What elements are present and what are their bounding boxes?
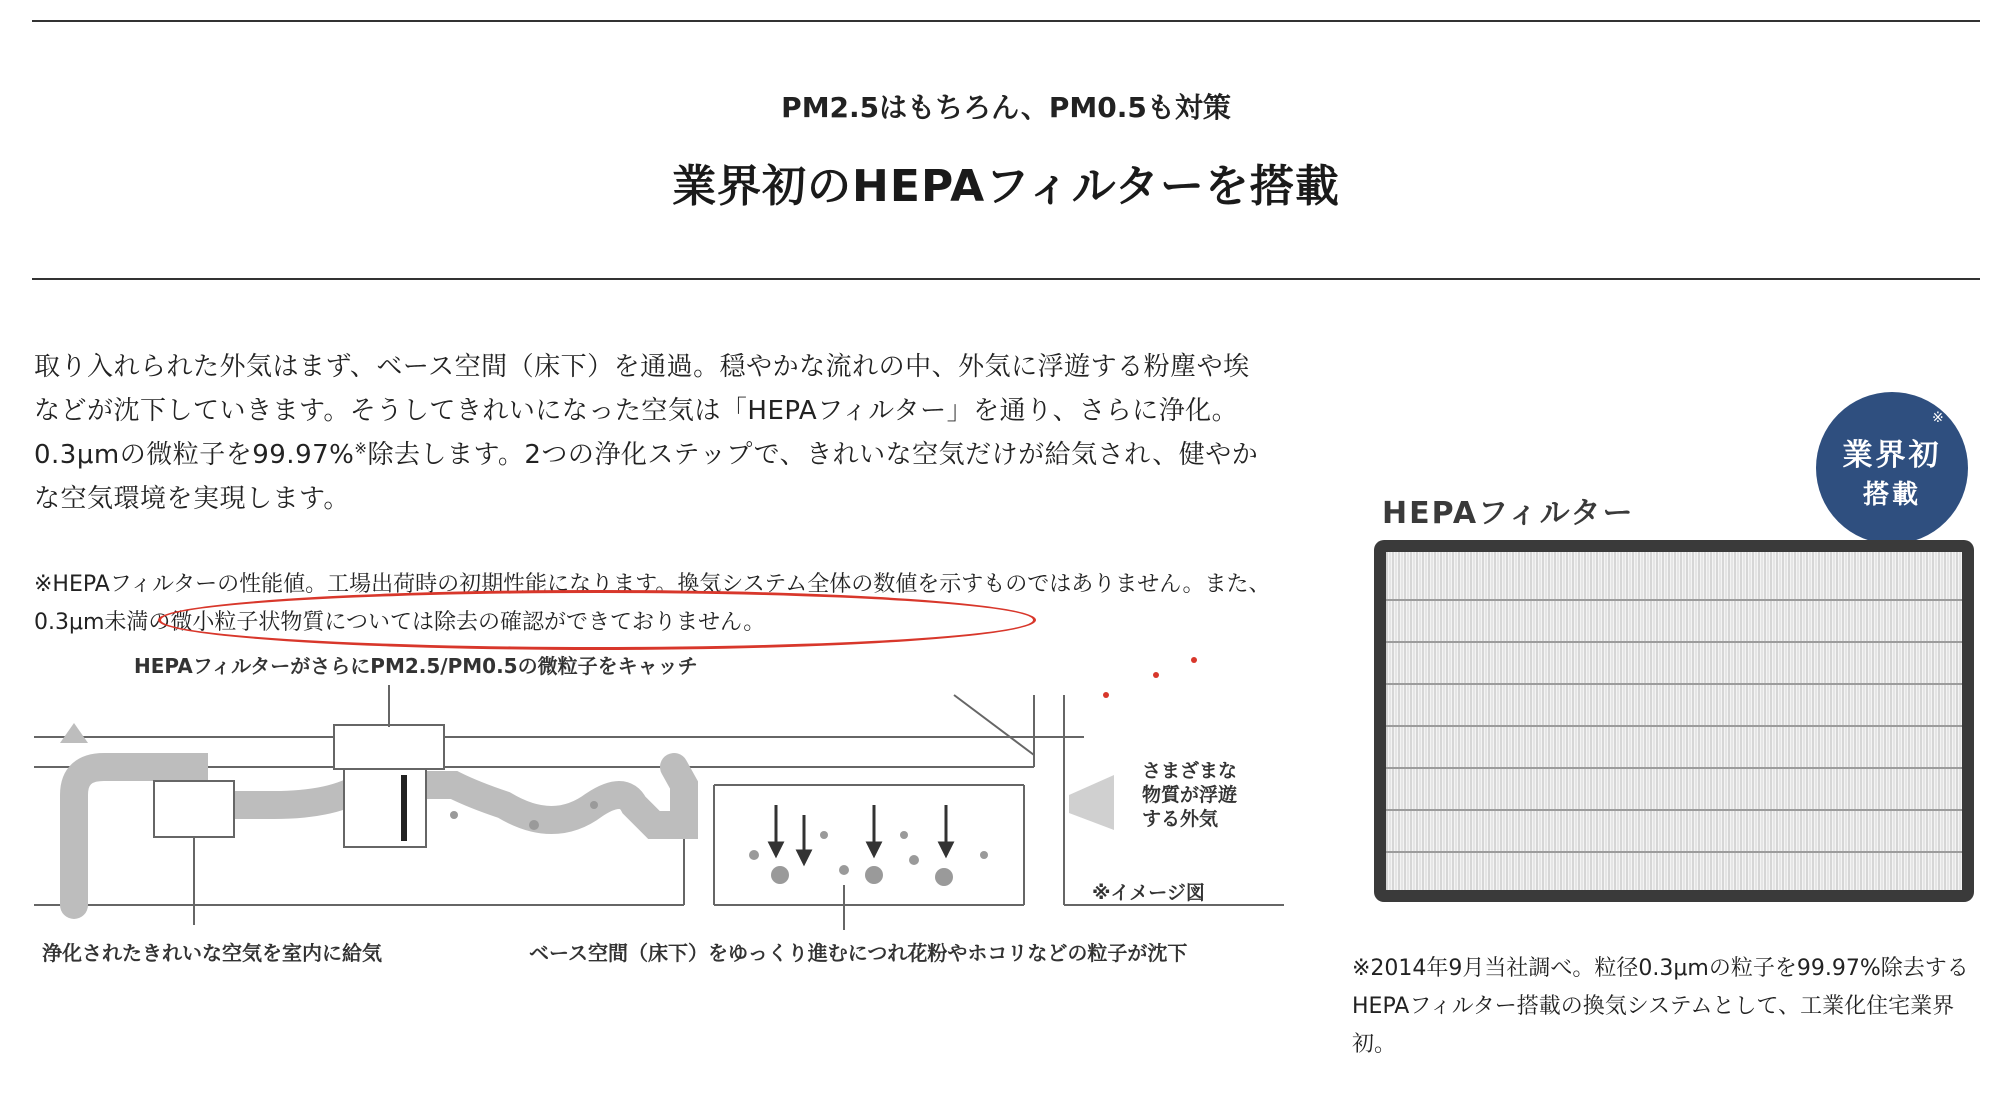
air-intake <box>1069 775 1114 830</box>
exhaust-arrow-icon <box>60 723 88 743</box>
badge-line1: 業界初 <box>1842 438 1942 473</box>
badge-note-mark: ※ <box>1932 410 1944 426</box>
badge-line2: 搭載 <box>1862 480 1921 510</box>
supply-box <box>154 781 234 837</box>
title-divider <box>32 278 1980 280</box>
settling-arrows <box>770 805 952 863</box>
outside-air-label-3: する外気 <box>1142 808 1219 830</box>
hepa-filter-image <box>1374 540 1974 902</box>
body-paragraph-part1: 取り入れられた外気はまず、ベース空間（床下）を通過。穏やかな流れの中、外気に浮遊する粉塵や埃などが沈下していきます。そうしてきれいになった空気は「HEPAフィルター」を通り、さらに浄化。0.3μmの微粒子を99.97% <box>34 352 1250 470</box>
diagram-top-label: HEPAフィルターがさらにPM2.5/PM0.5の微粒子をキャッチ <box>134 655 698 678</box>
section-title: 業界初のHEPAフィルターを搭載 <box>672 161 1340 212</box>
outside-air-label-2: 物質が浮遊 <box>1142 784 1238 806</box>
diagram-left-label: 浄化されたきれいな空気を室内に給気 <box>42 941 382 965</box>
industry-first-badge <box>1816 392 1968 544</box>
body-paragraph-part2: 除去します。2つの浄化ステップで、きれいな空気だけが給気され、健やかな空気環境を実現します。 <box>34 440 1259 514</box>
highlight-ellipse <box>158 590 1036 650</box>
image-note: ※イメージ図 <box>1092 882 1205 904</box>
section-subtitle: PM2.5はもちろん、PM0.5も対策 <box>781 91 1231 124</box>
top-divider <box>32 20 1980 22</box>
product-label: HEPAフィルター <box>1382 496 1635 531</box>
diagram-bottom-label: ベース空間（床下）をゆっくり進むにつれ花粉やホコリなどの粒子が沈下 <box>529 941 1188 965</box>
outside-air-label-1: さまざまな <box>1142 760 1238 782</box>
industry-first-note: ※2014年9月当社調べ。粒径0.3μmの粒子を99.97%除去するHEPAフィルター搭載の換気システムとして、工業化住宅業界初。 <box>1352 956 1969 1057</box>
note-reference-mark: ※ <box>354 439 368 458</box>
body-paragraph <box>34 345 1274 521</box>
performance-note: ※HEPAフィルターの性能値。工場出荷時の初期性能になります。換気システム全体の数値を示すものではありません。また、0.3μm未満の微小粒子状物質については除去の確認ができておりません。 <box>34 572 1271 635</box>
filter-media <box>1386 552 1962 890</box>
filter-top-unit <box>334 725 444 769</box>
filter-box <box>344 767 426 847</box>
ventilation-diagram <box>34 655 1284 995</box>
